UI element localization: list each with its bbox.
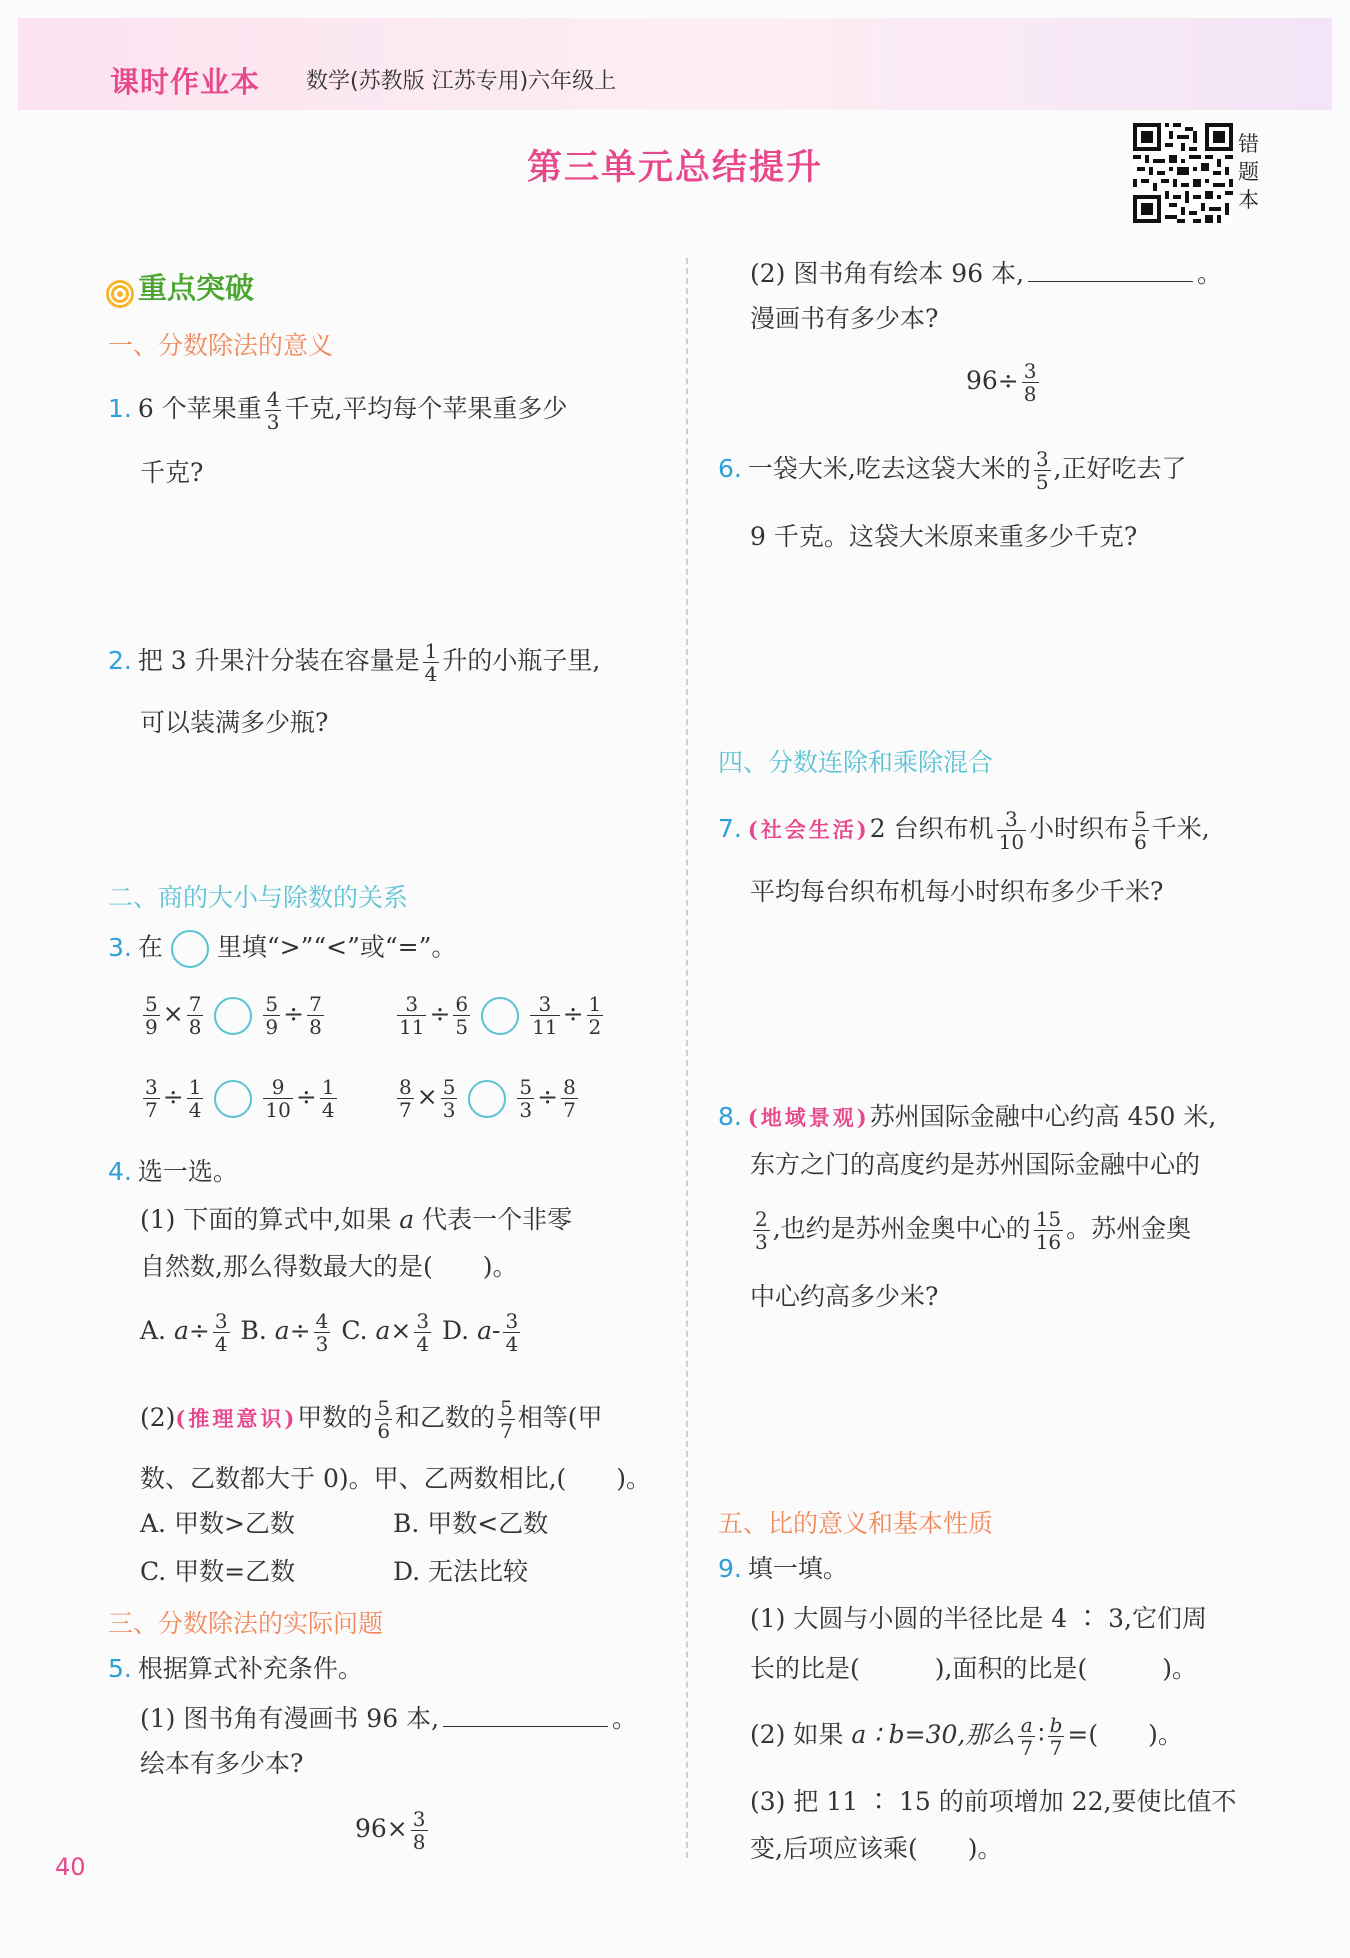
q3-text-a: 在 xyxy=(137,932,163,962)
question-number: 1. xyxy=(108,394,132,423)
section-2-title: 二、商的大小与除数的关系 xyxy=(108,883,409,912)
q1-text-b: 千克,平均每个苹果重多少 xyxy=(284,394,568,423)
answer-blank[interactable] xyxy=(1028,255,1193,282)
book-title: 数学(苏教版 江苏专用)六年级上 xyxy=(306,69,617,94)
q9-part3-line2: 变,后项应该乘( )。 xyxy=(750,1834,1003,1863)
answer-blank[interactable] xyxy=(443,1700,608,1727)
q7-line2: 平均每台织布机每小时织布多少千米? xyxy=(750,877,1164,906)
q4-part2-line1: (2)(推理意识)甲数的 $\frac{5}{6}$ 和乙数的 $\frac{5}{7}$ 相等(甲 xyxy=(140,1396,603,1443)
q4-text-a: 选一选。 xyxy=(137,1157,238,1186)
q5-part1-line2: 绘本有多少本? xyxy=(140,1749,304,1778)
q9-part1-line1: (1) 大圆与小圆的半径比是 4 ∶ 3,它们周 xyxy=(750,1604,1207,1633)
qr-code-icon[interactable] xyxy=(1133,123,1233,223)
question-9: 9. 填一填。 xyxy=(718,1554,848,1583)
question-number: 2. xyxy=(108,646,132,675)
question-5: 5. 根据算式补充条件。 xyxy=(108,1654,363,1683)
q5-expression-1: 96× $\frac{3}{8}$ xyxy=(355,1807,426,1854)
q3-text-b: 里填“>”“<”或“=”。 xyxy=(216,932,457,962)
compare-circle[interactable] xyxy=(214,997,252,1035)
q4-choice-b[interactable]: B. 甲数<乙数 xyxy=(393,1509,549,1538)
spiral-icon xyxy=(106,280,134,308)
compare-row-1b: $\frac{3}{11}$ ÷ $\frac{6}{5}$ $\frac{3}{11}$ ÷ $\frac{1}{2}$ xyxy=(399,992,602,1039)
question-6: 6. 一袋大米,吃去这袋大米的 $\frac{3}{5}$ ,正好吃去了 xyxy=(718,447,1187,494)
question-number: 3. xyxy=(108,932,132,962)
q2-text-a: 把 3 升果汁分装在容量是 xyxy=(137,646,420,675)
q4-choice-a[interactable]: A. 甲数>乙数 xyxy=(140,1509,295,1538)
compare-row-1: $\frac{5}{9}$ × $\frac{7}{8}$ $\frac{5}{9}$ ÷ $\frac{7}{8}$ xyxy=(145,992,322,1039)
q1-text-c: 千克? xyxy=(140,458,204,487)
key-title: 重点突破 xyxy=(138,271,255,305)
qr-label-char: 错 xyxy=(1238,132,1259,156)
q8-line4: 中心约高多少米? xyxy=(750,1282,939,1311)
brand-title: 课时作业本 xyxy=(110,65,261,99)
question-number: 5. xyxy=(108,1654,132,1683)
q4-options: A. a÷ $\frac{3}{4}$ B. a÷ $\frac{4}{3}$ C. a× $\frac{3}{4}$ D. a- $\frac{3}{4}$ xyxy=(140,1309,519,1356)
section-3-title: 三、分数除法的实际问题 xyxy=(108,1609,384,1638)
q1-text-a: 6 个苹果重 xyxy=(137,394,262,423)
page-number: 40 xyxy=(55,1853,86,1881)
mistake-book-label xyxy=(1238,130,1266,214)
q4-part2-line2: 数、乙数都大于 0)。甲、乙两数相比,( )。 xyxy=(140,1464,652,1493)
q5-part2-line1: (2) 图书角有绘本 96 本, 。 xyxy=(750,255,1222,291)
qr-label-char: 题 xyxy=(1238,160,1259,184)
q5-part2-line2: 漫画书有多少本? xyxy=(750,304,939,333)
fraction: $\frac{4}{3}$ xyxy=(266,387,280,434)
q6-line2: 9 千克。这袋大米原来重多少千克? xyxy=(750,522,1138,551)
question-7: 7. (社会生活)2 台织布机 $\frac{3}{10}$ 小时织布 $\frac{5}{6}$ 千米, xyxy=(718,807,1210,854)
answer-circle xyxy=(171,930,209,968)
qr-label-char: 本 xyxy=(1238,188,1259,212)
q4-part1-line2: 自然数,那么得数最大的是( )。 xyxy=(140,1252,518,1281)
compare-circle[interactable] xyxy=(468,1080,506,1118)
fraction: $\frac{1}{4}$ xyxy=(424,639,438,686)
q9-part3-line1: (3) 把 11 ∶ 15 的前项增加 22,要使比值不 xyxy=(750,1787,1237,1816)
question-number: 7. xyxy=(718,814,742,843)
q9-part1-line2: 长的比是( ),面积的比是( )。 xyxy=(750,1654,1197,1683)
section-5-title: 五、比的意义和基本性质 xyxy=(718,1509,994,1538)
q5-part1-line1: (1) 图书角有漫画书 96 本, 。 xyxy=(140,1700,637,1736)
q5-expression-2: 96÷ $\frac{3}{8}$ xyxy=(966,359,1037,406)
question-8: 8. (地域景观)苏州国际金融中心约高 450 米, xyxy=(718,1102,1217,1131)
q4-part1-line1: (1) 下面的算式中,如果 a 代表一个非零 xyxy=(140,1205,573,1234)
question-4 xyxy=(108,1155,238,1189)
q4-choice-d[interactable]: D. 无法比较 xyxy=(393,1557,529,1586)
q2-text-b: 升的小瓶子里, xyxy=(442,646,601,675)
key-heading xyxy=(106,266,254,308)
question-number: 6. xyxy=(718,454,742,483)
question-number: 4. xyxy=(108,1157,132,1186)
question-number: 9. xyxy=(718,1554,742,1583)
unit-title: 第三单元总结提升 xyxy=(526,148,823,188)
compare-row-2: $\frac{3}{7}$ ÷ $\frac{1}{4}$ $\frac{9}{10}$ ÷ $\frac{1}{4}$ xyxy=(145,1075,335,1122)
q8-line2: 东方之门的高度约是苏州国际金融中心的 xyxy=(750,1150,1201,1179)
question-3 xyxy=(108,930,456,968)
question-1 xyxy=(108,388,567,433)
column-divider xyxy=(686,258,688,1858)
question-2 xyxy=(108,640,600,685)
compare-circle[interactable] xyxy=(214,1080,252,1118)
q9-part2: (2) 如果 a ∶ b=30,那么 $\frac{a}{7}$ ∶ $\frac{b}{7}$ =( )。 xyxy=(750,1713,1183,1760)
compare-row-2b: $\frac{8}{7}$ × $\frac{5}{3}$ $\frac{5}{3}$ ÷ $\frac{8}{7}$ xyxy=(399,1075,576,1122)
q8-line3: $\frac{2}{3}$ ,也约是苏州金奥中心的 $\frac{15}{16}$ 。苏州金奥 xyxy=(755,1207,1192,1254)
question-number: 8. xyxy=(718,1102,742,1131)
section-4-title: 四、分数连除和乘除混合 xyxy=(718,748,994,777)
q4-choice-c[interactable]: C. 甲数=乙数 xyxy=(140,1557,296,1586)
compare-circle[interactable] xyxy=(481,997,519,1035)
q2-text-c: 可以装满多少瓶? xyxy=(140,708,329,737)
section-1-title: 一、分数除法的意义 xyxy=(108,331,334,360)
